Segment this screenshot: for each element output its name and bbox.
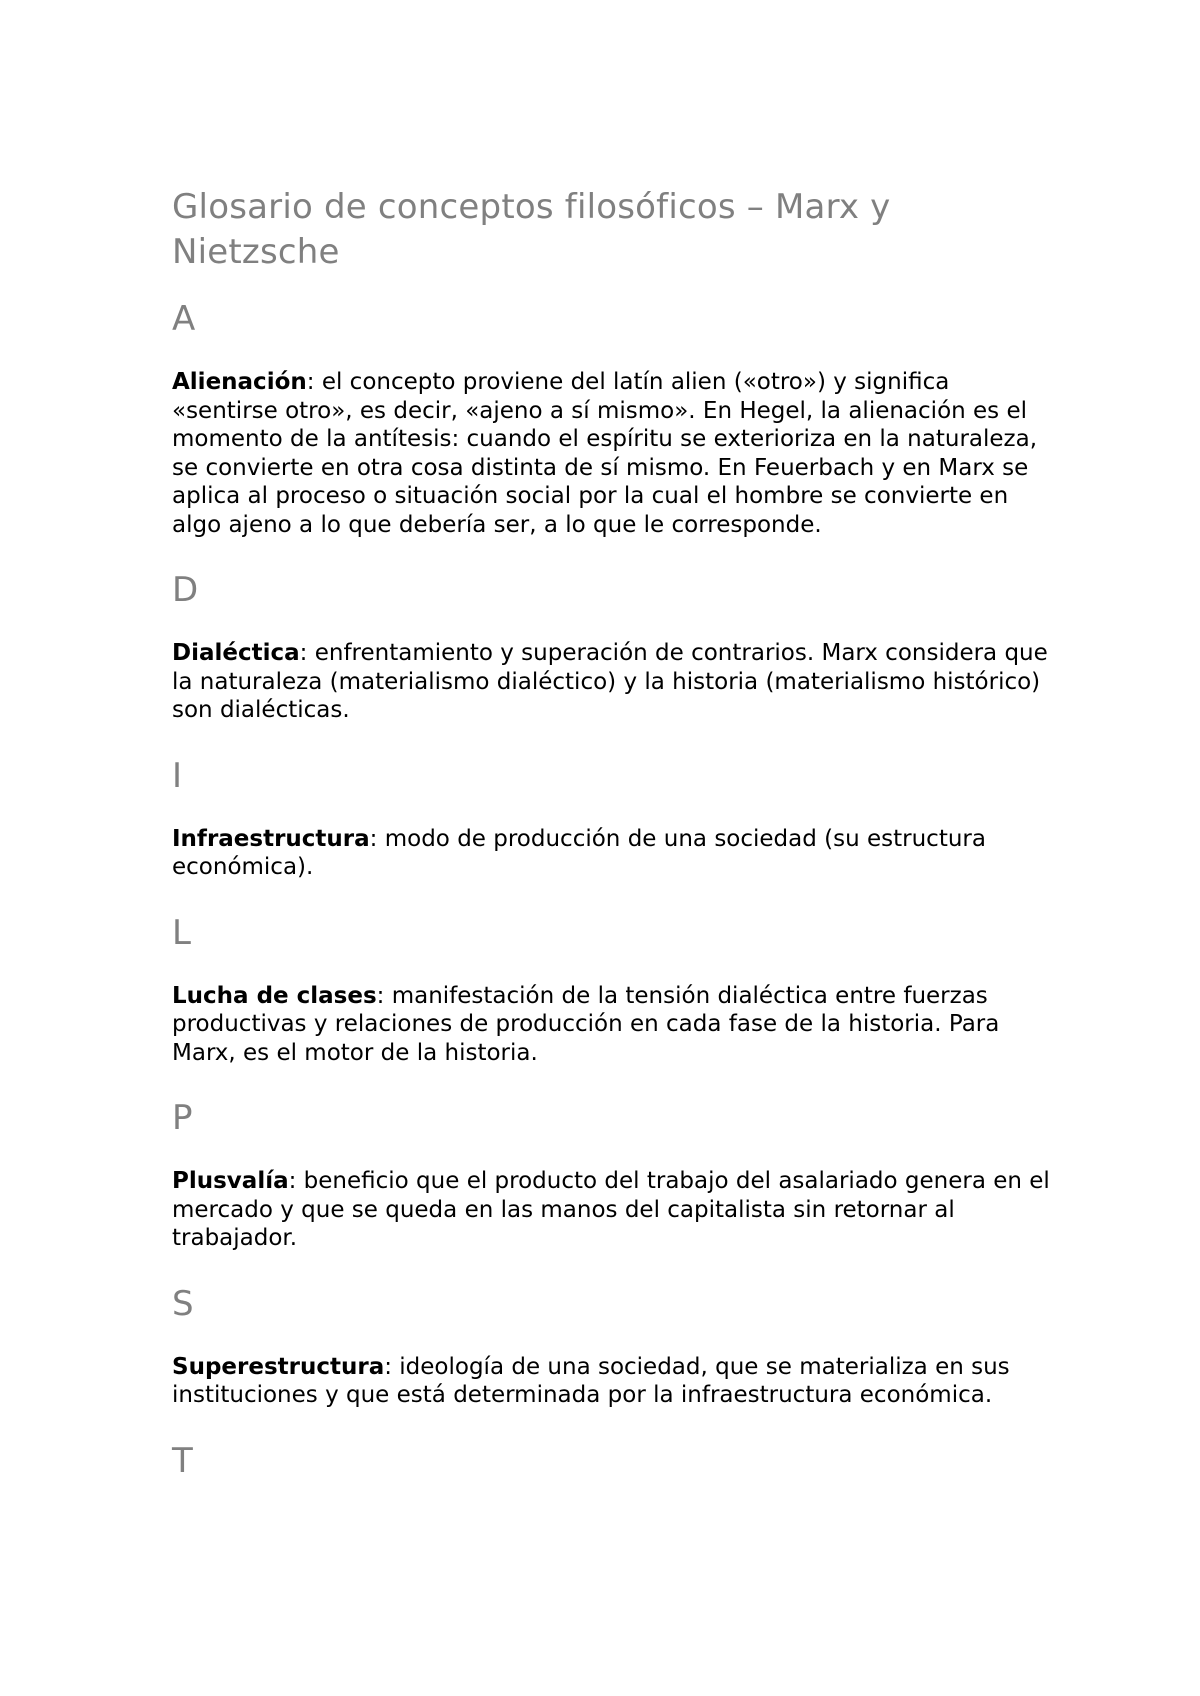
section-letter: I: [172, 755, 183, 796]
glossary-definition: : beneficio que el producto del trabajo del asalariado genera en el mercado y que se queda en las manos del capitalista sin retornar al trabajador.: [172, 1168, 1050, 1251]
glossary-section-a: [172, 299, 1052, 539]
glossary-section-t: [172, 1441, 1052, 1481]
glossary-term: Lucha de clases: [172, 982, 377, 1009]
glossary-section-i: [172, 756, 1052, 882]
glossary-definition: : ideología de una sociedad, que se materializa en sus instituciones y que está determinada por la infraestructura económica.: [172, 1353, 1010, 1408]
glossary-definition: : el concepto proviene del latín alien («otro») y significa «sentirse otro», es decir, «ajeno a sí mismo». En Hegel, la alienación es el momento de la antítesis: cuando el espíritu se exterioriza en la naturaleza, se convierte en otra cosa distinta de sí mismo. En Feuerbach y en Marx se aplica al proceso o situación social por la cual el hombre se convierte en algo ajeno a lo que debería ser, a lo que le corresponde.: [172, 369, 1038, 538]
document-page: [172, 185, 1052, 1481]
section-letter: L: [172, 912, 191, 953]
glossary-entry: [172, 982, 1052, 1068]
section-letter: A: [172, 299, 196, 339]
document-title: Glosario de conceptos filosóficos – Marx y Nietzsche: [172, 187, 891, 272]
glossary-term: Alienación: [172, 369, 307, 395]
section-letter: T: [172, 1440, 193, 1481]
glossary-definition: : modo de producción de una sociedad (su estructura económica).: [172, 825, 986, 880]
glossary-term: Superestructura: [172, 1353, 385, 1380]
glossary-definition: : manifestación de la tensión dialéctica entre fuerzas productivas y relaciones de producción en cada fase de la historia. Para Marx, es el motor de la historia.: [172, 982, 1000, 1066]
glossary-term: Dialéctica: [172, 640, 300, 666]
glossary-section-l: [172, 913, 1052, 1068]
glossary-term: Infraestructura: [172, 825, 370, 852]
glossary-term: Plusvalía: [172, 1168, 289, 1194]
section-letter: S: [172, 1283, 194, 1324]
glossary-section-p: [172, 1098, 1052, 1253]
glossary-definition: : enfrentamiento y superación de contrarios. Marx considera que la naturaleza (materialismo dialéctico) y la historia (materialismo histórico) son dialécticas.: [172, 640, 1048, 723]
section-letter: P: [172, 1098, 193, 1138]
glossary-entry: [172, 639, 1052, 725]
glossary-entry: [172, 1353, 1052, 1410]
glossary-section-s: [172, 1284, 1052, 1410]
section-letter: D: [172, 570, 199, 610]
glossary-entry: [172, 825, 1052, 882]
glossary-entry: [172, 1167, 1052, 1253]
glossary-section-d: [172, 570, 1052, 725]
glossary-entry: [172, 368, 1052, 539]
